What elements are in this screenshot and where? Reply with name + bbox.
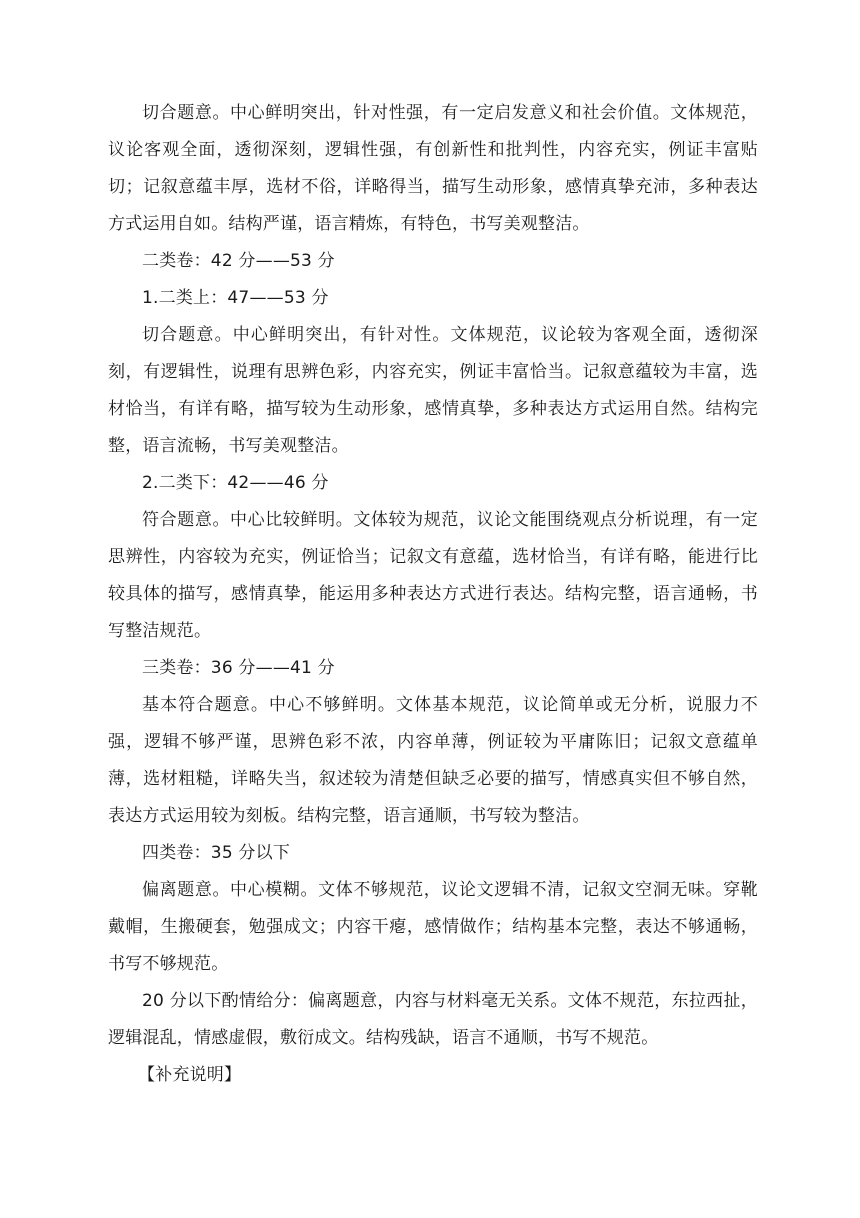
heading-class-three: 三类卷：36 分——41 分 [142, 658, 335, 678]
heading-supplementary-notes: 【补充说明】 [138, 1065, 242, 1085]
paragraph-class-two-upper-criteria: 切合题意。中心鲜明突出，有针对性。文体规范，议论较为客观全面，透彻深刻，有逻辑性，说理有思辨色彩，内容充实，例证丰富恰当。记叙意蕴较为丰富，选材恰当，有详有略，描写较为生动形象，感情真挚，多种表达方式运用自然。结构完整，语言流畅，书写美观整洁。 [108, 325, 758, 456]
paragraph-class-four-criteria: 偏离题意。中心模糊。文体不够规范，议论文逻辑不清，记叙文空洞无味。穿靴戴帽，生搬硬套，勉强成文；内容干瘪，感情做作；结构基本完整，表达不够通畅，书写不够规范。 [108, 880, 758, 974]
heading-class-two-lower: 2.二类下：42——46 分 [142, 473, 329, 493]
heading-class-two: 二类卷：42 分——53 分 [142, 251, 335, 271]
paragraph-class-three-criteria: 基本符合题意。中心不够鲜明。文体基本规范，议论简单或无分析，说服力不强，逻辑不够严谨，思辨色彩不浓，内容单薄，例证较为平庸陈旧；记叙文意蕴单薄，选材粗糙，详略失当，叙述较为清楚但缺乏必要的描写，情感真实但不够自然，表达方式运用较为刻板。结构完整，语言通顺，书写较为整洁。 [108, 695, 758, 826]
paragraph-class-two-lower-criteria: 符合题意。中心比较鲜明。文体较为规范，议论文能围绕观点分析说理，有一定思辨性，内容较为充实，例证恰当；记叙文有意蕴，选材恰当，有详有略，能进行比较具体的描写，感情真挚，能运用多种表达方式进行表达。结构完整，语言通畅，书写整洁规范。 [108, 510, 758, 641]
paragraph-class-one-criteria: 切合题意。中心鲜明突出，针对性强，有一定启发意义和社会价值。文体规范，议论客观全面，透彻深刻，逻辑性强，有创新性和批判性，内容充实，例证丰富贴切；记叙意蕴丰厚，选材不俗，详略得当，描写生动形象，感情真挚充沛，多种表达方式运用自如。结构严谨，语言精炼，有特色，书写美观整洁。 [108, 103, 758, 234]
heading-class-two-upper: 1.二类上：47——53 分 [142, 288, 329, 308]
heading-class-four: 四类卷：35 分以下 [142, 843, 291, 863]
document-page [108, 103, 758, 1094]
paragraph-below-twenty-criteria: 20 分以下酌情给分：偏离题意，内容与材料毫无关系。文体不规范，东拉西扯，逻辑混乱，情感虚假，敷衍成文。结构残缺，语言不通顺，书写不规范。 [108, 991, 758, 1048]
